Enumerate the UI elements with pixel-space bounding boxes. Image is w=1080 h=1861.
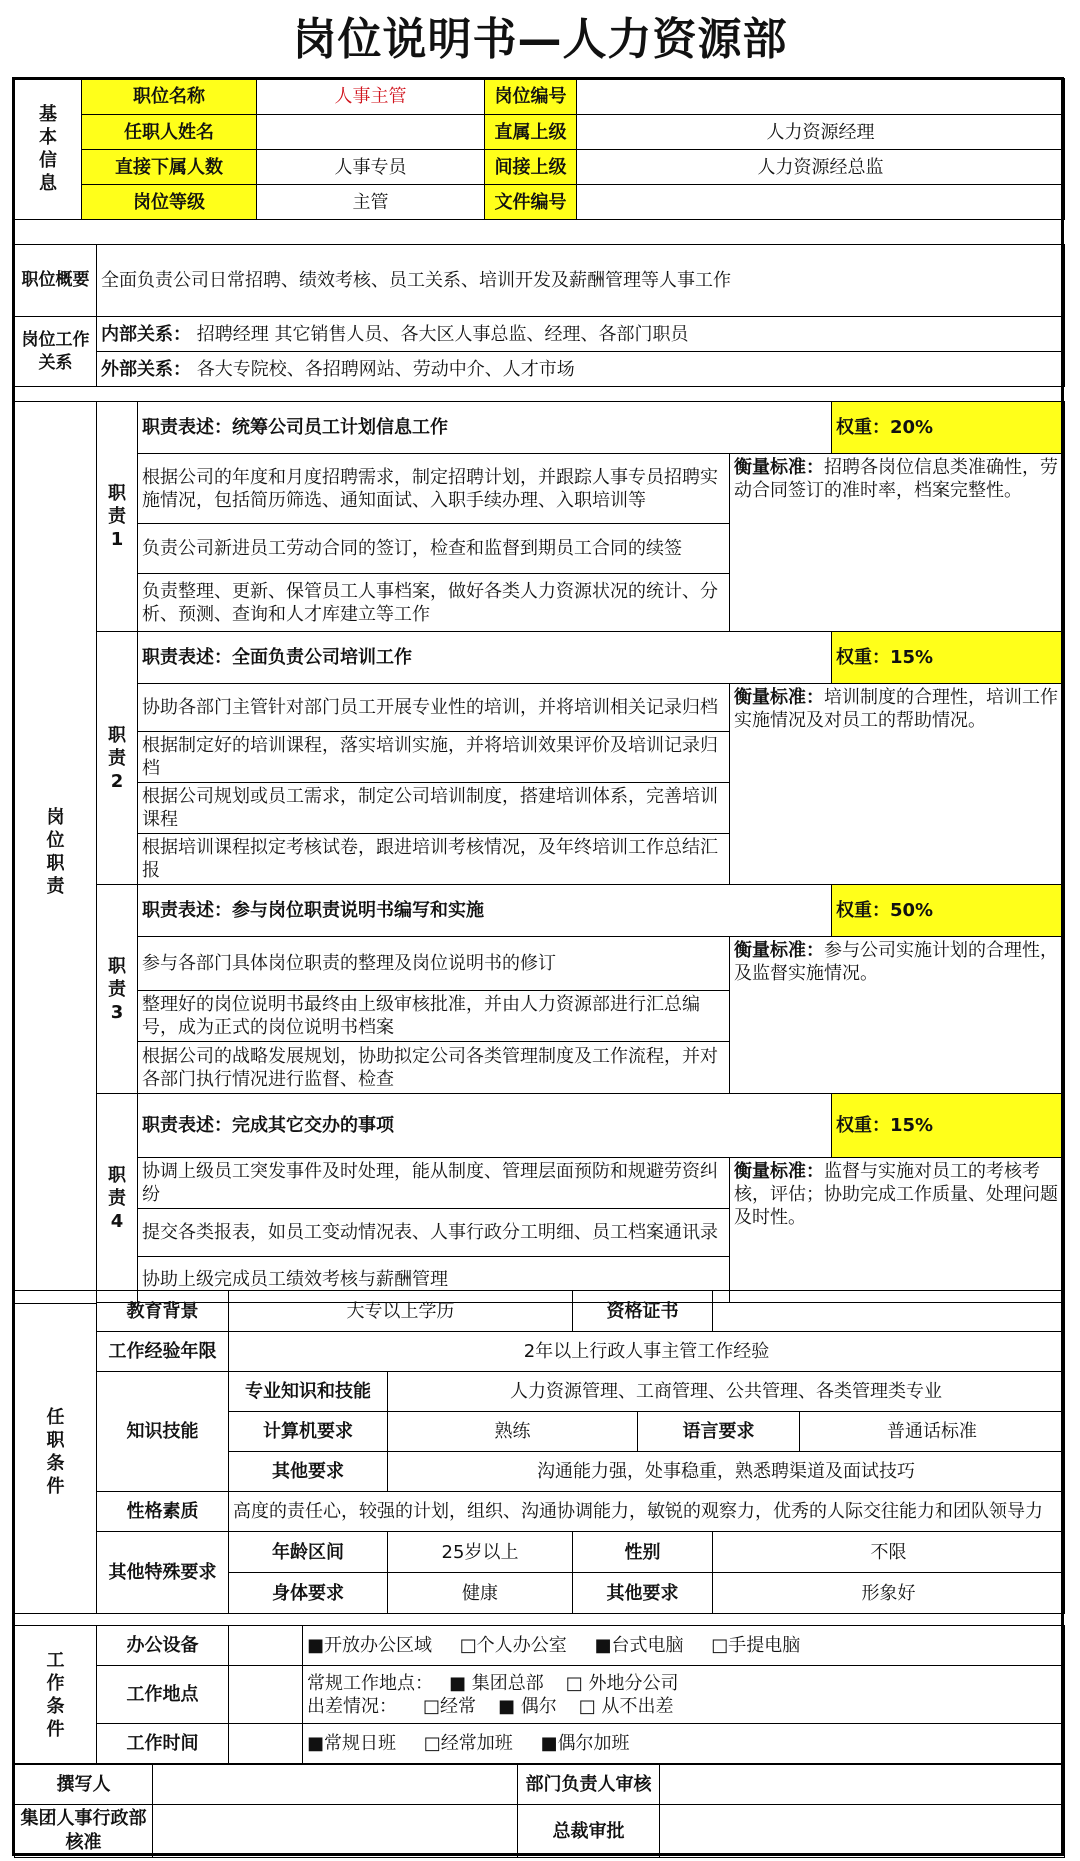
- location-options: 常规工作地点： ■ 集团总部 □ 外地分公司 出差情况： □经常 ■ 偶尔 □ 从不出差: [303, 1666, 1065, 1724]
- writer-field: [153, 1765, 518, 1805]
- conditions-table: [14, 1625, 1065, 1764]
- duty-4-task-3: 协助上级完成员工绩效考核与薪酬管理: [138, 1257, 730, 1303]
- body-label: 身体要求: [229, 1573, 388, 1614]
- personality-value: 高度的责任心，较强的计划，组织、沟通协调能力，敏锐的观察力，优秀的人际交往能力和团队领导力: [229, 1492, 1065, 1532]
- duty-3-task-3: 根据公司的战略发展规划，协助拟定公司各类管理制度及工作流程，并对各部门执行情况进行监督、检查: [138, 1042, 730, 1094]
- basic-info-table: [14, 78, 1065, 220]
- duty-4-weight: 权重：15%: [832, 1094, 1065, 1158]
- duties-table: [14, 401, 1065, 1304]
- experience-value: 2年以上行政人事主管工作经验: [229, 1332, 1065, 1372]
- location-label: 工作地点: [97, 1666, 229, 1724]
- other2-label: 其他要求: [573, 1573, 713, 1614]
- label-indirect-superior: 间接上级: [485, 150, 577, 185]
- value-document-number: [577, 185, 1065, 220]
- duty-4-description: 职责表述：完成其它交办的事项: [138, 1094, 832, 1158]
- duty-2-label: 职责2: [97, 632, 138, 885]
- education-value: 大专以上学历: [229, 1291, 573, 1332]
- president-field: [660, 1805, 1065, 1858]
- duty-1-description: 职责表述：统筹公司员工计划信息工作: [138, 402, 832, 454]
- knowledge-label: 知识技能: [97, 1372, 229, 1492]
- duty-1-task-2: 负责公司新进员工劳动合同的签订，检查和监督到期员工合同的续签: [138, 524, 730, 574]
- duty-3-weight: 权重：50%: [832, 885, 1065, 937]
- duty-2-task-3: 根据公司规划或员工需求，制定公司培训制度，搭建培训体系，完善培训课程: [138, 783, 730, 834]
- group-review-field: [153, 1805, 518, 1858]
- equipment-option: □个人办公室: [459, 1635, 567, 1656]
- gender-value: 不限: [713, 1532, 1065, 1573]
- language-value: 普通话标准: [800, 1412, 1065, 1452]
- value-subordinates: 人事专员: [257, 150, 485, 185]
- value-direct-superior: 人力资源经理: [577, 115, 1065, 150]
- value-holder-name: [257, 115, 485, 150]
- equipment-label: 办公设备: [97, 1626, 229, 1666]
- duty-3-description: 职责表述：参与岗位职责说明书编写和实施: [138, 885, 832, 937]
- computer-label: 计算机要求: [229, 1412, 388, 1452]
- duty-4-task-2: 提交各类报表，如员工变动情况表、人事行政分工明细、员工档案通讯录: [138, 1209, 730, 1257]
- duties-section-label: 岗位职责: [15, 402, 97, 1304]
- group-review-label: 集团人事行政部核准: [15, 1805, 153, 1858]
- equipment-option: ■台式电脑: [594, 1635, 684, 1656]
- expertise-label: 专业知识和技能: [229, 1372, 388, 1412]
- value-position-name: 人事主管: [257, 79, 485, 115]
- summary-text: 全面负责公司日常招聘、绩效考核、员工关系、培训开发及薪酬管理等人事工作: [97, 245, 1065, 317]
- writer-label: 撰写人: [15, 1765, 153, 1805]
- summary-relations-table: [14, 244, 1065, 387]
- duty-4-measure: 衡量标准：监督与实施对员工的考核考核，评估；协助完成工作质量、处理问题及时性。: [730, 1158, 1065, 1303]
- education-label: 教育背景: [97, 1291, 229, 1332]
- label-position-name: 职位名称: [82, 79, 257, 115]
- duty-2-task-4: 根据培训课程拟定考核试卷，跟进培训考核情况，及年终培训工作总结汇报: [138, 834, 730, 885]
- certificate-value: [713, 1291, 1065, 1332]
- label-document-number: 文件编号: [485, 185, 577, 220]
- label-holder-name: 任职人姓名: [82, 115, 257, 150]
- conditions-section-label: 工作条件: [15, 1626, 97, 1764]
- work-time-label: 工作时间: [97, 1724, 229, 1764]
- duty-1-task-1: 根据公司的年度和月度招聘需求，制定招聘计划，并跟踪人事专员招聘实施情况，包括简历筛选、通知面试、入职手续办理、入职培训等: [138, 454, 730, 524]
- other-requirements-label: 其他要求: [229, 1452, 388, 1492]
- label-direct-superior: 直属上级: [485, 115, 577, 150]
- body-value: 健康: [388, 1573, 573, 1614]
- age-label: 年龄区间: [229, 1532, 388, 1573]
- equipment-options: [303, 1626, 1065, 1666]
- duty-2-task-1: 协助各部门主管针对部门员工开展专业性的培训，并将培训相关记录归档: [138, 684, 730, 732]
- equipment-option: □手提电脑: [711, 1635, 801, 1656]
- duty-3-task-2: 整理好的岗位说明书最终由上级审核批准，并由人力资源部进行汇总编号，成为正式的岗位说明书档案: [138, 991, 730, 1042]
- duty-2-description: 职责表述：全面负责公司培训工作: [138, 632, 832, 684]
- expertise-value: 人力资源管理、工商管理、公共管理、各类管理类专业: [388, 1372, 1065, 1412]
- duty-3-task-1: 参与各部门具体岗位职责的整理及岗位说明书的修订: [138, 937, 730, 991]
- other2-value: 形象好: [713, 1573, 1065, 1614]
- internal-relations: 内部关系： 招聘经理 其它销售人员、各大区人事总监、经理、各部门职员: [97, 317, 1065, 352]
- duty-2-measure: 衡量标准：培训制度的合理性，培训工作实施情况及对员工的帮助情况。: [730, 684, 1065, 885]
- computer-value: 熟练: [388, 1412, 638, 1452]
- label-position-number: 岗位编号: [485, 79, 577, 115]
- gender-label: 性别: [573, 1532, 713, 1573]
- summary-label: 职位概要: [15, 245, 97, 317]
- page-title: 岗位说明书—人力资源部: [292, 14, 788, 65]
- special-requirements-label: 其他特殊要求: [97, 1532, 229, 1614]
- personality-label: 性格素质: [97, 1492, 229, 1532]
- qualifications-table: [14, 1290, 1065, 1614]
- value-indirect-superior: 人力资源经总监: [577, 150, 1065, 185]
- duty-2-task-2: 根据制定好的培训课程，落实培训实施，并将培训效果评价及培训记录归档: [138, 732, 730, 783]
- duty-3-measure: 衡量标准：参与公司实施计划的合理性，及监督实施情况。: [730, 937, 1065, 1094]
- duty-2-weight: 权重：15%: [832, 632, 1065, 684]
- basic-info-section-label: 基本信息: [15, 79, 82, 220]
- label-position-level: 岗位等级: [82, 185, 257, 220]
- label-subordinates: 直接下属人数: [82, 150, 257, 185]
- signoff-table: [14, 1764, 1065, 1858]
- experience-label: 工作经验年限: [97, 1332, 229, 1372]
- duty-4-task-1: 协调上级员工突发事件及时处理，能从制度、管理层面预防和规避劳资纠纷: [138, 1158, 730, 1209]
- other-requirements-value: 沟通能力强，处事稳重，熟悉聘渠道及面试技巧: [388, 1452, 1065, 1492]
- duty-3-label: 职责3: [97, 885, 138, 1094]
- language-label: 语言要求: [638, 1412, 800, 1452]
- president-label: 总裁审批: [518, 1805, 660, 1858]
- equipment-option: ■开放办公区域: [307, 1635, 433, 1656]
- relations-label: 岗位工作关系: [15, 317, 97, 387]
- value-position-number: [577, 79, 1065, 115]
- dept-review-label: 部门负责人审核: [518, 1765, 660, 1805]
- duty-4-label: 职责4: [97, 1094, 138, 1303]
- duty-1-label: 职责1: [97, 402, 138, 632]
- age-value: 25岁以上: [388, 1532, 573, 1573]
- certificate-label: 资格证书: [573, 1291, 713, 1332]
- work-time-options: ■常规日班 □经常加班 ■偶尔加班: [303, 1724, 1065, 1764]
- duty-1-measure: 衡量标准：招聘各岗位信息类准确性，劳动合同签订的准时率，档案完整性。: [730, 454, 1065, 632]
- qualifications-section-label: 任职条件: [15, 1291, 97, 1614]
- value-position-level: 主管: [257, 185, 485, 220]
- dept-review-field: [660, 1765, 1065, 1805]
- duty-1-weight: 权重：20%: [832, 402, 1065, 454]
- external-relations: 外部关系： 各大专院校、各招聘网站、劳动中介、人才市场: [97, 352, 1065, 387]
- duty-1-task-3: 负责整理、更新、保管员工人事档案，做好各类人力资源状况的统计、分析、预测、查询和人才库建立等工作: [138, 574, 730, 632]
